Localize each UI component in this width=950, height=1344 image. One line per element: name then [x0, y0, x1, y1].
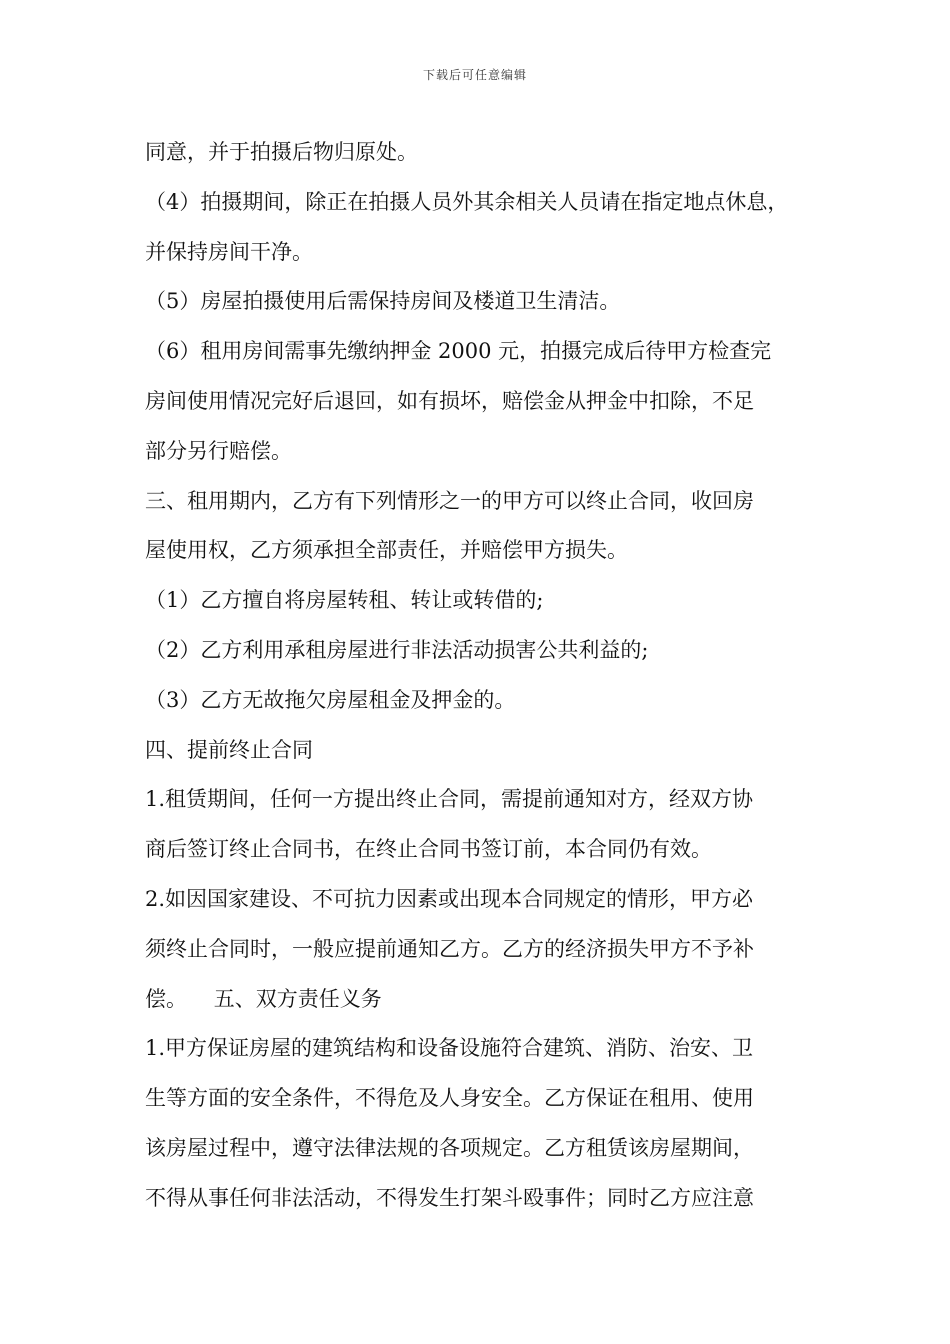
- page-header: 下载后可任意编辑: [422, 68, 527, 82]
- paragraph-line: 须终止合同时，一般应提前通知乙方。乙方的经济损失甲方不予补: [145, 936, 754, 961]
- paragraph-line: 该房屋过程中，遵守法律法规的各项规定。乙方租赁该房屋期间，: [145, 1135, 754, 1160]
- list-item-line: （2）乙方利用承租房屋进行非法活动损害公共利益的;: [145, 637, 649, 662]
- paragraph-line: 商后签订终止合同书，在终止合同书签订前，本合同仍有效。: [145, 837, 712, 862]
- paragraph-line: 屋使用权，乙方须承担全部责任，并赔偿甲方损失。: [145, 538, 628, 563]
- list-item-line: （3）乙方无故拖欠房屋租金及押金的。: [145, 687, 516, 712]
- paragraph-line: 房间使用情况完好后退回，如有损坏，赔偿金从押金中扣除，不足: [145, 388, 754, 413]
- paragraph-line: 不得从事任何非法活动，不得发生打架斗殴事件；同时乙方应注意: [145, 1185, 754, 1210]
- paragraph-line: 部分另行赔偿。: [145, 438, 292, 463]
- paragraph-line: 1.租赁期间，任何一方提出终止合同，需提前通知对方，经双方协: [145, 787, 754, 812]
- paragraph-line: 生等方面的安全条件，不得危及人身安全。乙方保证在租用、使用: [145, 1086, 754, 1111]
- paragraph-line: （6）租用房间需事先缴纳押金 2000 元，拍摄完成后待甲方检查完: [145, 339, 772, 364]
- paragraph-line: （4）拍摄期间，除正在拍摄人员外其余相关人员请在指定地点休息，: [145, 189, 789, 214]
- section-heading-line: 三、租用期内，乙方有下列情形之一的甲方可以终止合同，收回房: [145, 488, 754, 513]
- paragraph-line: 1.甲方保证房屋的建筑结构和设备设施符合建筑、消防、治安、卫: [145, 1036, 754, 1061]
- section-heading-line: 四、提前终止合同: [145, 737, 313, 762]
- paragraph-line: 2.如因国家建设、不可抗力因素或出现本合同规定的情形，甲方必: [145, 886, 754, 911]
- document-body: [145, 132, 825, 1228]
- paragraph-line: （5）房屋拍摄使用后需保持房间及楼道卫生清洁。: [145, 289, 621, 314]
- paragraph-line: 同意，并于拍摄后物归原处。: [145, 140, 418, 164]
- paragraph-line: 并保持房间干净。: [145, 239, 313, 264]
- list-item-line: （1）乙方擅自将房屋转租、转让或转借的;: [145, 588, 544, 613]
- paragraph-line: 偿。 五、双方责任义务: [145, 986, 382, 1011]
